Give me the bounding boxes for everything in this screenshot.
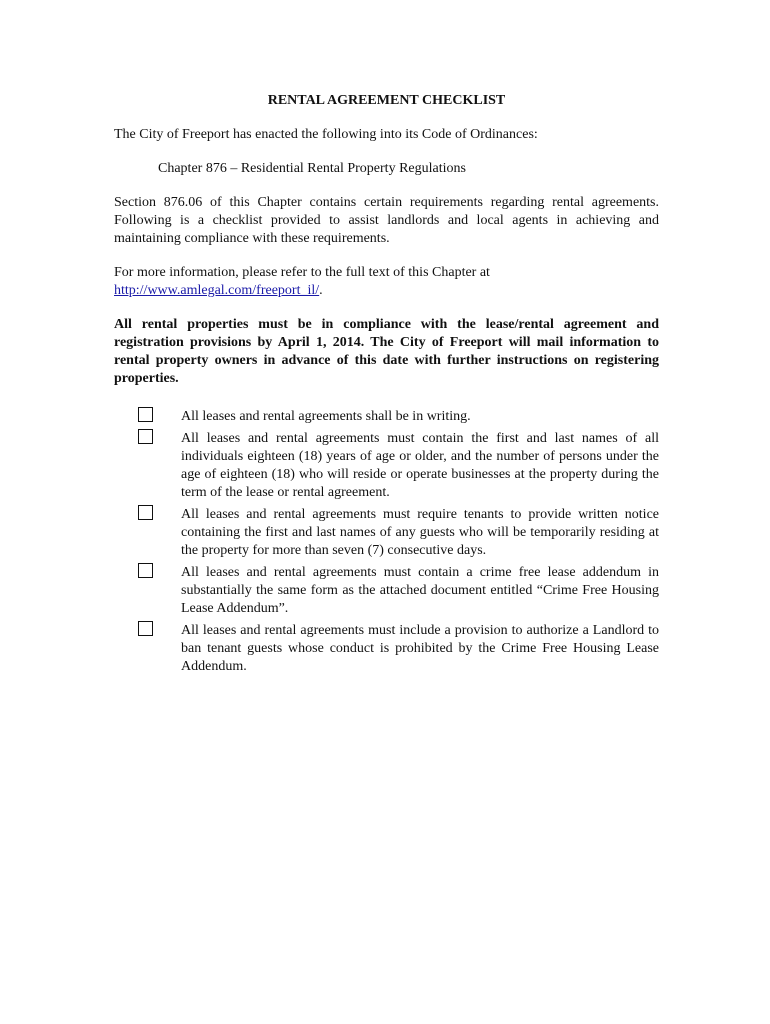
more-info-paragraph: [114, 264, 659, 300]
ordinance-link[interactable]: http://www.amlegal.com/freeport_il/: [114, 283, 320, 298]
checklist-item-text: All leases and rental agreements must include a provision to authorize a Landlord to ban tenant guests whose conduct is prohibited by the Crime Free Housing Lease Addendum.: [181, 623, 659, 674]
checklist-item: [114, 622, 659, 676]
document-title: RENTAL AGREEMENT CHECKLIST: [267, 93, 506, 108]
checklist-item: [114, 506, 659, 560]
more-info-suffix: .: [319, 283, 323, 298]
checklist-item-text: All leases and rental agreements shall be in writing.: [181, 409, 471, 424]
checklist-item-text: All leases and rental agreements must contain a crime free lease addendum in substantially the same form as the attached document entitled “Crime Free Housing Lease Addendum”.: [181, 565, 659, 616]
checklist-item: [114, 408, 659, 426]
checklist-item-text: All leases and rental agreements must contain the first and last names of all individuals eighteen (18) years of age or older, and the number of persons under the age of eighteen (18) who will reside or operate businesses at the property during the term of the lease or rental agreement.: [181, 431, 659, 500]
chapter-heading: Chapter 876 – Residential Rental Property Regulations: [158, 161, 466, 176]
checklist-item-text: All leases and rental agreements must require tenants to provide written notice containing the first and last names of any guests who will be temporarily residing at the property for more than seven (7) consecutive days.: [181, 507, 659, 558]
checklist-item: [114, 564, 659, 618]
section-paragraph: Section 876.06 of this Chapter contains certain requirements regarding rental agreements. Following is a checklist provided to assist landlords and local agents in achieving and maintaining compliance with these requirements.: [114, 195, 659, 246]
intro-paragraph: The City of Freeport has enacted the following into its Code of Ordinances:: [114, 127, 538, 142]
checkbox[interactable]: [138, 429, 153, 444]
checkbox[interactable]: [138, 505, 153, 520]
compliance-checklist: [114, 408, 659, 676]
compliance-notice: All rental properties must be in compliance with the lease/rental agreement and registration provisions by April 1, 2014. The City of Freeport will mail information to rental property owners in advance of this date with further instructions on registering properties.: [114, 317, 659, 386]
document-page: [114, 92, 659, 680]
checkbox[interactable]: [138, 407, 153, 422]
checklist-item: [114, 430, 659, 502]
checkbox[interactable]: [138, 621, 153, 636]
checkbox[interactable]: [138, 563, 153, 578]
more-info-text: For more information, please refer to the full text of this Chapter at: [114, 265, 490, 280]
